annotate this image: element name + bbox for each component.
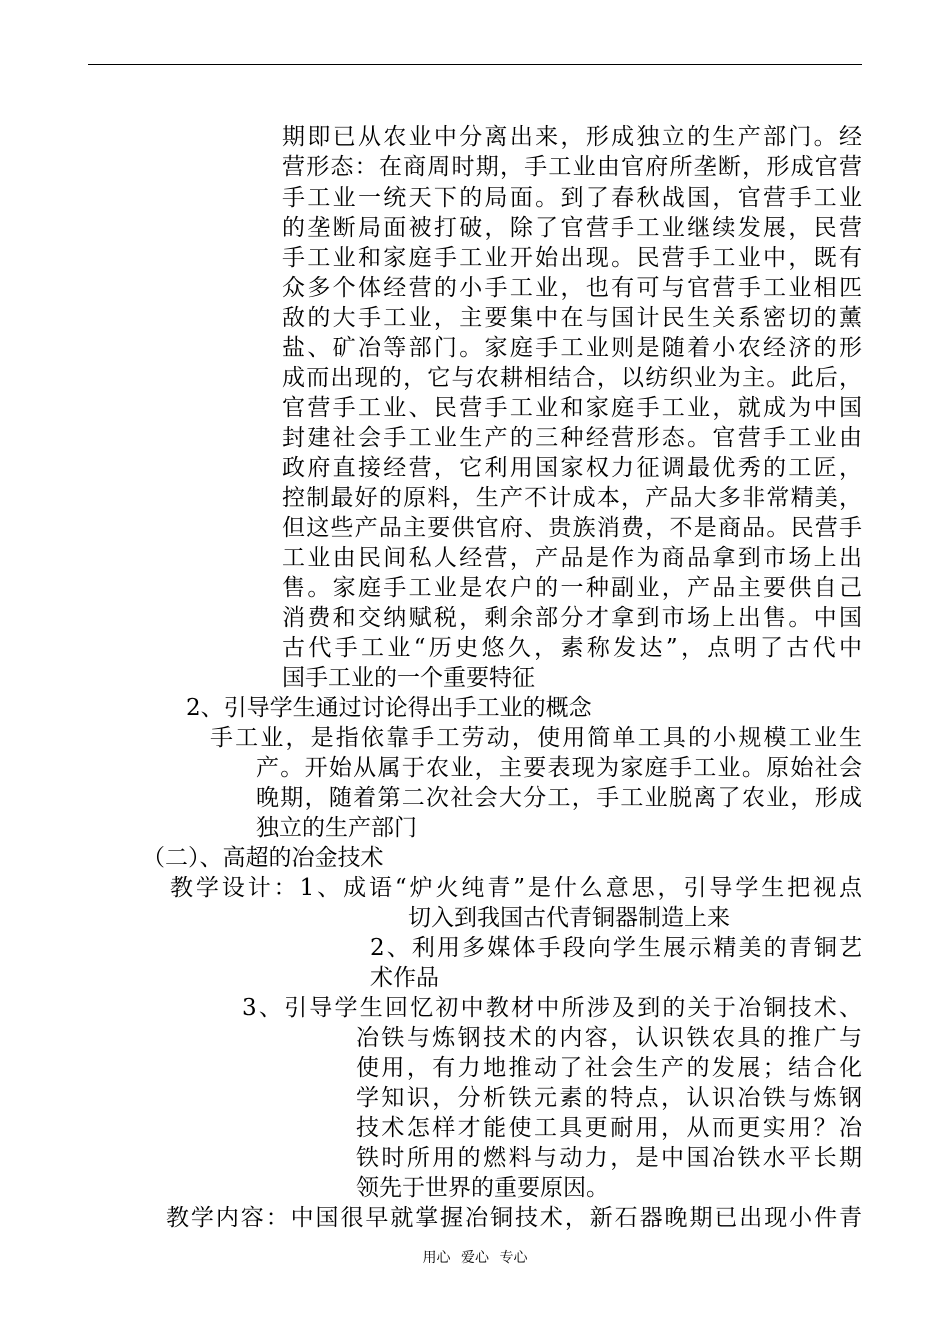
text-line: 政府直接经营，它利用国家权力征调最优秀的工匠，: [282, 455, 862, 481]
text-line: 控制最好的原料，生产不计成本，产品大多非常精美，: [282, 485, 862, 511]
text-line: 敌的大手工业，主要集中在与国计民生关系密切的薰: [282, 305, 862, 331]
text-line: 古代手工业“历史悠久，素称发达”，点明了古代中: [282, 635, 862, 661]
text-line: 国手工业的一个重要特征: [282, 665, 535, 691]
text-line: 铁时所用的燃料与动力，是中国冶铁水平长期: [356, 1145, 862, 1171]
text-line: 手工业一统天下的局面。到了春秋战国，官营手工业: [282, 185, 862, 211]
text-line: 学知识，分析铁元素的特点，认识冶铁与炼钢: [356, 1085, 862, 1111]
text-line: 冶铁与炼钢技术的内容，认识铁农具的推广与: [356, 1025, 862, 1051]
text-line: 营形态：在商周时期，手工业由官府所垄断，形成官营: [282, 154, 862, 180]
text-line: 切入到我国古代青铜器制造上来: [408, 905, 730, 931]
text-line: 售。家庭手工业是农户的一种副业，产品主要供自己: [282, 575, 862, 601]
text-line: 产。开始从属于农业，主要表现为家庭手工业。原始社会: [256, 755, 862, 781]
teaching-content-line: 教学内容：中国很早就掌握冶铜技术，新石器晚期已出现小件青: [166, 1205, 862, 1231]
text-line: 技术怎样才能使工具更耐用，从而更实用？冶: [356, 1115, 862, 1141]
text-line: 众多个体经营的小手工业，也有可与官营手工业相匹: [282, 275, 862, 301]
page-footer: 用心 爱心 专心: [422, 1250, 528, 1266]
text-line: 的垄断局面被打破，除了官营手工业继续发展，民营: [282, 215, 862, 241]
text-line: 但这些产品主要供官府、贵族消费，不是商品。民营手: [282, 515, 862, 541]
text-line: 成而出现的，它与农耕相结合，以纺织业为主。此后，: [282, 365, 862, 391]
text-line: 期即已从农业中分离出来，形成独立的生产部门。经: [282, 124, 862, 150]
text-line: 晚期，随着第二次社会大分工，手工业脱离了农业，形成: [256, 785, 862, 811]
text-line: 官营手工业、民营手工业和家庭手工业，就成为中国: [282, 395, 862, 421]
text-line: 独立的生产部门: [256, 815, 417, 841]
text-line: 3、引导学生回忆初中教材中所涉及到的关于冶铜技术、: [242, 995, 862, 1021]
text-line: 2、利用多媒体手段向学生展示精美的青铜艺: [370, 935, 862, 961]
text-line: 消费和交纳赋税，剩余部分才拿到市场上出售。中国: [282, 605, 862, 631]
header-rule: [88, 64, 862, 65]
text-line: 工业由民间私人经营，产品是作为商品拿到市场上出: [282, 545, 862, 571]
section-heading: （二）、高超的冶金技术: [142, 845, 384, 871]
text-line: 教学设计：1、成语“炉火纯青”是什么意思，引导学生把视点: [170, 875, 862, 901]
text-line: 使用，有力地推动了社会生产的发展；结合化: [356, 1055, 862, 1081]
text-line: 手工业和家庭手工业开始出现。民营手工业中，既有: [282, 245, 862, 271]
text-line: 术作品: [370, 965, 439, 991]
text-line: 手工业，是指依靠手工劳动，使用简单工具的小规模工业生: [210, 725, 862, 751]
text-line: 盐、矿冶等部门。家庭手工业则是随着小农经济的形: [282, 335, 862, 361]
text-line: 领先于世界的重要原因。: [356, 1175, 609, 1201]
text-line: 封建社会手工业生产的三种经营形态。官营手工业由: [282, 425, 862, 451]
item-2-heading: 2、引导学生通过讨论得出手工业的概念: [186, 695, 592, 721]
